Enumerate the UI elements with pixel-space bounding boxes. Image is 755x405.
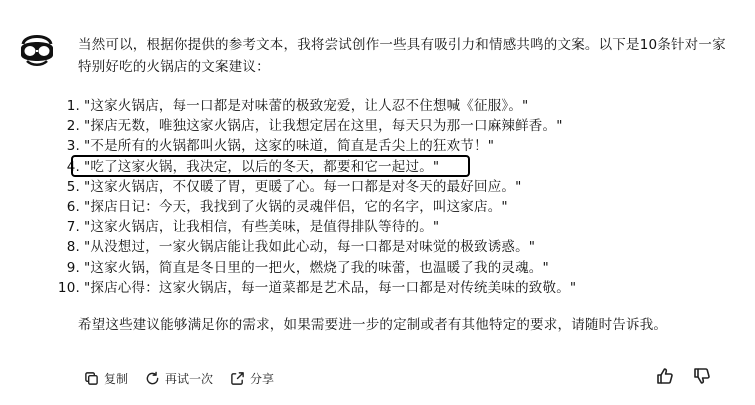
item-number: 4. [66,158,80,175]
suggestion-list [57,96,738,298]
thumbs-up-icon[interactable] [656,367,674,385]
item-text: "从没想过，一家火锅店能让我如此心动，每一口都是对味觉的极致诱惑。" [84,239,536,256]
item-number: 3. [66,138,80,155]
item-text: "这家火锅店，每一口都是对味蕾的极致宠爱，让人忍不住想喊《征服》。" [84,98,529,114]
share-icon [230,371,245,386]
item-text: "探店无数，唯独这家火锅店，让我想定居在这里，每天只为那一口麻辣鲜香。" [84,118,563,135]
list-item [46,258,738,278]
item-text: "这家火锅店，让我相信，有些美味，是值得排队等待的。" [84,219,440,236]
retry-button[interactable] [145,370,213,387]
item-text: "这家火锅店，不仅暖了胃，更暖了心。每一口都是对冬天的最好回应。" [84,178,522,195]
copy-button[interactable] [84,370,128,387]
item-text: "吃了这家火锅，我决定，以后的冬天，都要和它一起过。" [84,158,440,175]
refresh-icon [145,371,160,386]
share-label: 分享 [250,371,275,386]
bot-avatar-icon [15,28,59,72]
list-item [46,177,738,197]
assistant-message [57,34,738,336]
list-item-highlighted [46,157,738,177]
item-number: 2. [66,118,80,135]
item-text: "探店日记：今天，我找到了火锅的灵魂伴侣，它的名字，叫这家店。" [84,198,508,215]
item-number: 5. [66,178,80,195]
list-item [46,217,738,237]
list-item [46,116,738,136]
item-number: 8. [66,239,80,256]
item-number: 1. [66,98,80,114]
list-item [46,96,738,116]
thumbs-down-icon[interactable] [693,367,711,385]
copy-label: 复制 [104,371,129,386]
retry-label: 再试一次 [165,371,214,386]
list-item [46,136,738,156]
item-number: 10. [57,279,80,296]
message-action-bar [84,368,291,388]
feedback-controls [656,367,711,385]
list-item [46,197,738,217]
item-number: 6. [66,198,80,215]
item-text: "不是所有的火锅都叫火锅，这家的味道，简直是舌尖上的狂欢节！" [84,138,495,155]
item-number: 9. [66,259,80,276]
item-text: "这家火锅，简直是冬日里的一把火，燃烧了我的味蕾，也温暖了我的灵魂。" [84,259,549,276]
list-item [46,237,738,257]
item-text: "探店心得：这家火锅店，每一道菜都是艺术品，每一口都是对传统美味的致敬。" [84,279,577,296]
copy-icon [84,371,99,386]
message-intro: 当然可以，根据你提供的参考文本，我将尝试创作一些具有吸引力和情感共鸣的文案。以下是10条针对一家特别好吃的火锅店的文案建议： [78,37,726,75]
list-item [46,278,738,298]
share-button[interactable] [230,370,274,387]
item-number: 7. [66,219,80,236]
message-outro: 希望这些建议能够满足你的需求，如果需要进一步的定制或者有其他特定的要求，请随时告诉我。 [78,316,668,333]
